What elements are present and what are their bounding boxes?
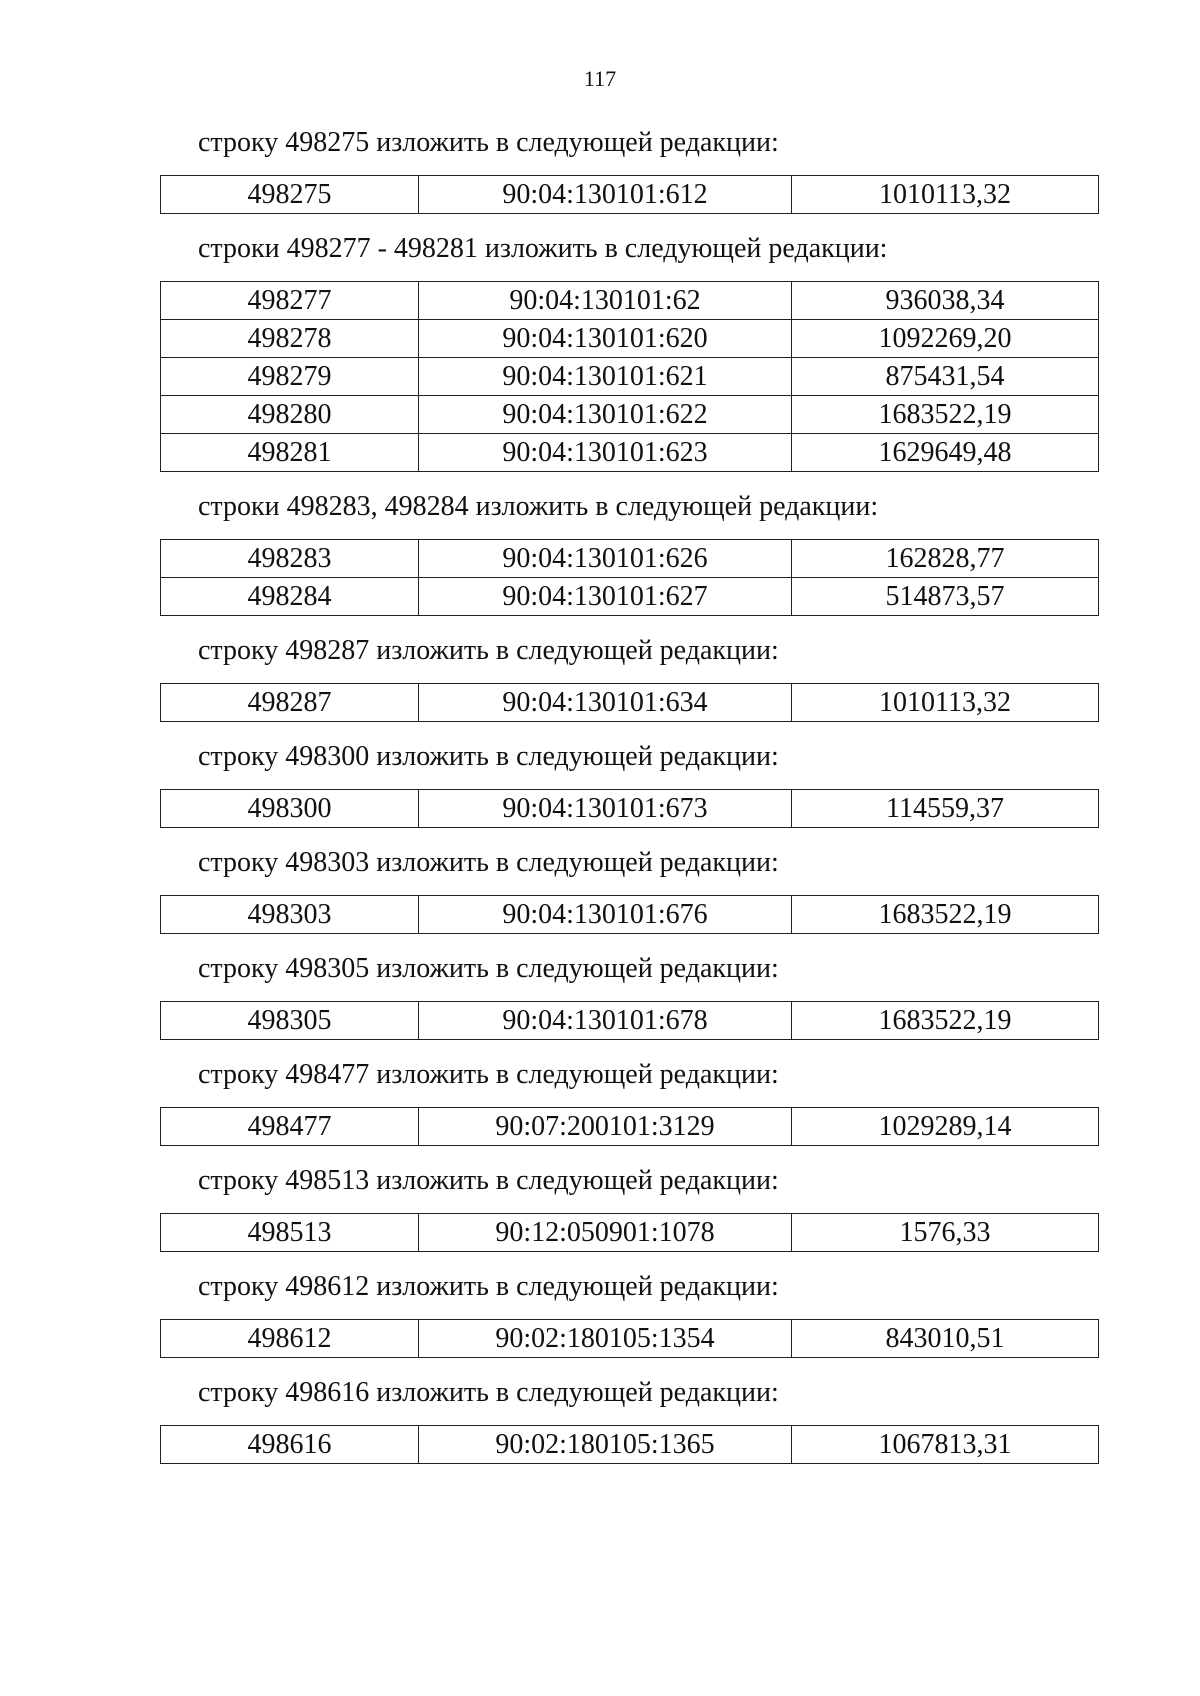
amendment-section [160,634,1098,722]
amendment-table [160,1319,1099,1358]
row-number-cell: 498303 [161,896,419,934]
cadastral-number-cell: 90:04:130101:612 [419,176,792,214]
cadastral-number-cell: 90:07:200101:3129 [419,1108,792,1146]
value-cell: 1576,33 [792,1214,1099,1252]
cadastral-number-cell: 90:04:130101:622 [419,396,792,434]
row-number-cell: 498275 [161,176,419,214]
amendment-section [160,952,1098,1040]
amendment-instruction: строку 498275 изложить в следующей редакции: [198,127,779,158]
cadastral-number-cell: 90:04:130101:620 [419,320,792,358]
value-cell: 1029289,14 [792,1108,1099,1146]
amendment-instruction: строки 498277 - 498281 изложить в следующей редакции: [198,233,888,264]
amendment-section [160,126,1098,214]
table-row [161,358,1099,396]
value-cell: 1683522,19 [792,896,1099,934]
value-cell: 1683522,19 [792,396,1099,434]
amendment-instruction: строку 498287 изложить в следующей редакции: [198,635,779,666]
value-cell: 514873,57 [792,578,1099,616]
value-cell: 936038,34 [792,282,1099,320]
cadastral-number-cell: 90:04:130101:627 [419,578,792,616]
amendment-table [160,1107,1099,1146]
amendment-section [160,1058,1098,1146]
row-number-cell: 498278 [161,320,419,358]
cadastral-number-cell: 90:04:130101:62 [419,282,792,320]
cadastral-number-cell: 90:02:180105:1354 [419,1320,792,1358]
value-cell: 162828,77 [792,540,1099,578]
table-row [161,1320,1099,1358]
row-number-cell: 498277 [161,282,419,320]
row-number-cell: 498280 [161,396,419,434]
table-row [161,282,1099,320]
amendment-section [160,232,1098,472]
table-row [161,1214,1099,1252]
value-cell: 1629649,48 [792,434,1099,472]
table-row [161,320,1099,358]
row-number-cell: 498281 [161,434,419,472]
amendment-table [160,683,1099,722]
cadastral-number-cell: 90:04:130101:676 [419,896,792,934]
value-cell: 1067813,31 [792,1426,1099,1464]
table-row [161,540,1099,578]
value-cell: 843010,51 [792,1320,1099,1358]
amendment-section [160,740,1098,828]
value-cell: 1010113,32 [792,176,1099,214]
document-body [160,126,1098,1482]
cadastral-number-cell: 90:02:180105:1365 [419,1426,792,1464]
cadastral-number-cell: 90:04:130101:678 [419,1002,792,1040]
amendment-instruction: строку 498303 изложить в следующей редакции: [198,847,779,878]
amendment-section [160,1376,1098,1464]
amendment-section [160,1270,1098,1358]
value-cell: 875431,54 [792,358,1099,396]
amendment-table [160,789,1099,828]
cadastral-number-cell: 90:04:130101:673 [419,790,792,828]
row-number-cell: 498279 [161,358,419,396]
value-cell: 114559,37 [792,790,1099,828]
table-row [161,1002,1099,1040]
amendment-section [160,846,1098,934]
table-row [161,790,1099,828]
amendment-table [160,175,1099,214]
amendment-instruction: строку 498300 изложить в следующей редакции: [198,741,779,772]
table-row [161,396,1099,434]
row-number-cell: 498284 [161,578,419,616]
cadastral-number-cell: 90:12:050901:1078 [419,1214,792,1252]
row-number-cell: 498300 [161,790,419,828]
amendment-table [160,1213,1099,1252]
amendment-instruction: строку 498477 изложить в следующей редакции: [198,1059,779,1090]
amendment-table [160,281,1099,472]
amendment-instruction: строку 498616 изложить в следующей редакции: [198,1377,779,1408]
row-number-cell: 498283 [161,540,419,578]
row-number-cell: 498287 [161,684,419,722]
table-row [161,176,1099,214]
table-row [161,684,1099,722]
page-number: 117 [583,66,617,91]
table-row [161,578,1099,616]
amendment-instruction: строки 498283, 498284 изложить в следующей редакции: [198,491,879,522]
row-number-cell: 498305 [161,1002,419,1040]
amendment-section [160,490,1098,616]
row-number-cell: 498612 [161,1320,419,1358]
table-row [161,434,1099,472]
amendment-table [160,895,1099,934]
amendment-instruction: строку 498612 изложить в следующей редакции: [198,1271,779,1302]
amendment-instruction: строку 498305 изложить в следующей редакции: [198,953,779,984]
value-cell: 1092269,20 [792,320,1099,358]
table-row [161,1426,1099,1464]
value-cell: 1683522,19 [792,1002,1099,1040]
table-row [161,896,1099,934]
amendment-table [160,539,1099,616]
cadastral-number-cell: 90:04:130101:621 [419,358,792,396]
cadastral-number-cell: 90:04:130101:634 [419,684,792,722]
value-cell: 1010113,32 [792,684,1099,722]
amendment-table [160,1001,1099,1040]
row-number-cell: 498477 [161,1108,419,1146]
amendment-instruction: строку 498513 изложить в следующей редакции: [198,1165,779,1196]
table-row [161,1108,1099,1146]
row-number-cell: 498513 [161,1214,419,1252]
row-number-cell: 498616 [161,1426,419,1464]
cadastral-number-cell: 90:04:130101:623 [419,434,792,472]
amendment-section [160,1164,1098,1252]
cadastral-number-cell: 90:04:130101:626 [419,540,792,578]
amendment-table [160,1425,1099,1464]
